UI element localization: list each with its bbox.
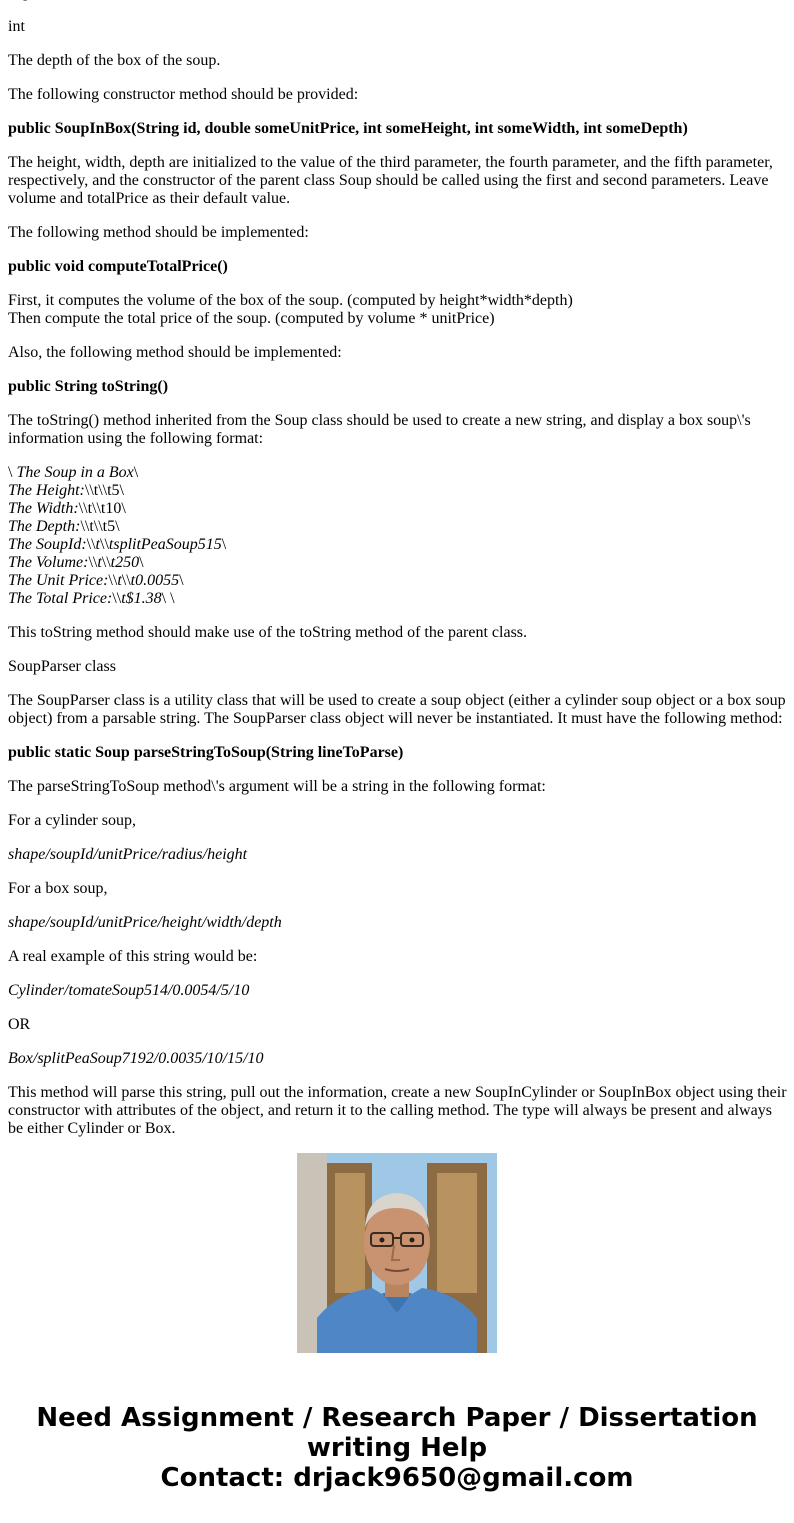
- soupparser-description: The SoupParser class is a utility class that will be used to create a soup object (either a cylinder soup object or a box soup object) from a parsable string. The SoupParser class object will never be instantiated. It must have the following method:: [8, 692, 786, 727]
- format-line-width: The Width:\\t\\t10\: [8, 500, 126, 517]
- promo-line-2: writing Help: [306, 1433, 488, 1463]
- promo-contact: Contact: drjack9650@gmail.com: [160, 1463, 634, 1493]
- format-line-title: \ The Soup in a Box\: [8, 464, 139, 481]
- tostring-parent-note: This toString method should make use of the toString method of the parent class.: [8, 624, 528, 641]
- constructor-description: The height, width, depth are initialized to the value of the third parameter, the fourth parameter, and the fifth parameter, respectively, and the constructor of the parent class Soup should be called using the first and second parameters. Leave volume and totalPrice as their default value.: [8, 154, 773, 207]
- format-line-height: The Height:\\t\\t5\: [8, 482, 124, 499]
- box-intro: For a box soup,: [8, 880, 108, 897]
- compute-total-price-signature: public void computeTotalPrice(): [8, 258, 228, 275]
- also-method-intro: Also, the following method should be implemented:: [8, 344, 342, 361]
- constructor-signature: public SoupInBox(String id, double someUnitPrice, int someHeight, int someWidth, int someDepth): [8, 120, 688, 137]
- format-line-total-price: The Total Price:\\t$1.38\ \: [8, 590, 175, 607]
- format-line-soupid: The SoupId:\\t\\tsplitPeaSoup515\: [8, 536, 227, 553]
- parse-argument-description: The parseStringToSoup method\'s argument will be a string in the following format:: [8, 778, 546, 795]
- constructor-intro: The following constructor method should be provided:: [8, 86, 359, 103]
- compute-total-price-description: First, it computes the volume of the box of the soup. (computed by height*width*depth) Then compute the total price of the soup. (computed by volume * unitPrice): [8, 292, 573, 327]
- or-separator: OR: [8, 1016, 31, 1033]
- box-format: shape/soupId/unitPrice/height/width/depth: [8, 914, 282, 931]
- field-name-depth: [8, 0, 788, 2]
- parse-signature: public static Soup parseStringToSoup(String lineToParse): [8, 744, 404, 761]
- format-line-depth: The Depth:\\t\\t5\: [8, 518, 120, 535]
- tostring-signature: public String toString(): [8, 378, 169, 395]
- field-type: int: [8, 18, 25, 35]
- format-line-volume: The Volume:\\t\\t250\: [8, 554, 144, 571]
- tostring-description: The toString() method inherited from the Soup class should be used to create a new string, and display a box soup\'s information using the following format:: [8, 412, 751, 447]
- example-box: Box/splitPeaSoup7192/0.0035/10/15/10: [8, 1050, 264, 1067]
- method-intro: The following method should be implemented:: [8, 224, 309, 241]
- parse-description: This method will parse this string, pull out the information, create a new SoupInCylinder or SoupInBox object using their constructor with attributes of the object, and return it to the calling method. The type will always be present and always be either Cylinder or Box.: [8, 1084, 787, 1137]
- example-cylinder: Cylinder/tomateSoup514/0.0054/5/10: [8, 982, 250, 999]
- document-body: [8, 0, 788, 1137]
- format-line-unit-price: The Unit Price:\\t\\t0.0055\: [8, 572, 184, 589]
- example-intro: A real example of this string would be:: [8, 948, 258, 965]
- tostring-format-block: [8, 464, 788, 608]
- soupparser-heading: SoupParser class: [8, 658, 116, 675]
- cylinder-format: shape/soupId/unitPrice/radius/height: [8, 846, 248, 863]
- promo-banner: [0, 1403, 794, 1493]
- tutor-avatar: [297, 1153, 497, 1353]
- cylinder-intro: For a cylinder soup,: [8, 812, 136, 829]
- promo-line-1: Need Assignment / Research Paper / Dissertation: [36, 1403, 758, 1433]
- field-description: The depth of the box of the soup.: [8, 52, 221, 69]
- tutor-photo-icon: [297, 1153, 497, 1353]
